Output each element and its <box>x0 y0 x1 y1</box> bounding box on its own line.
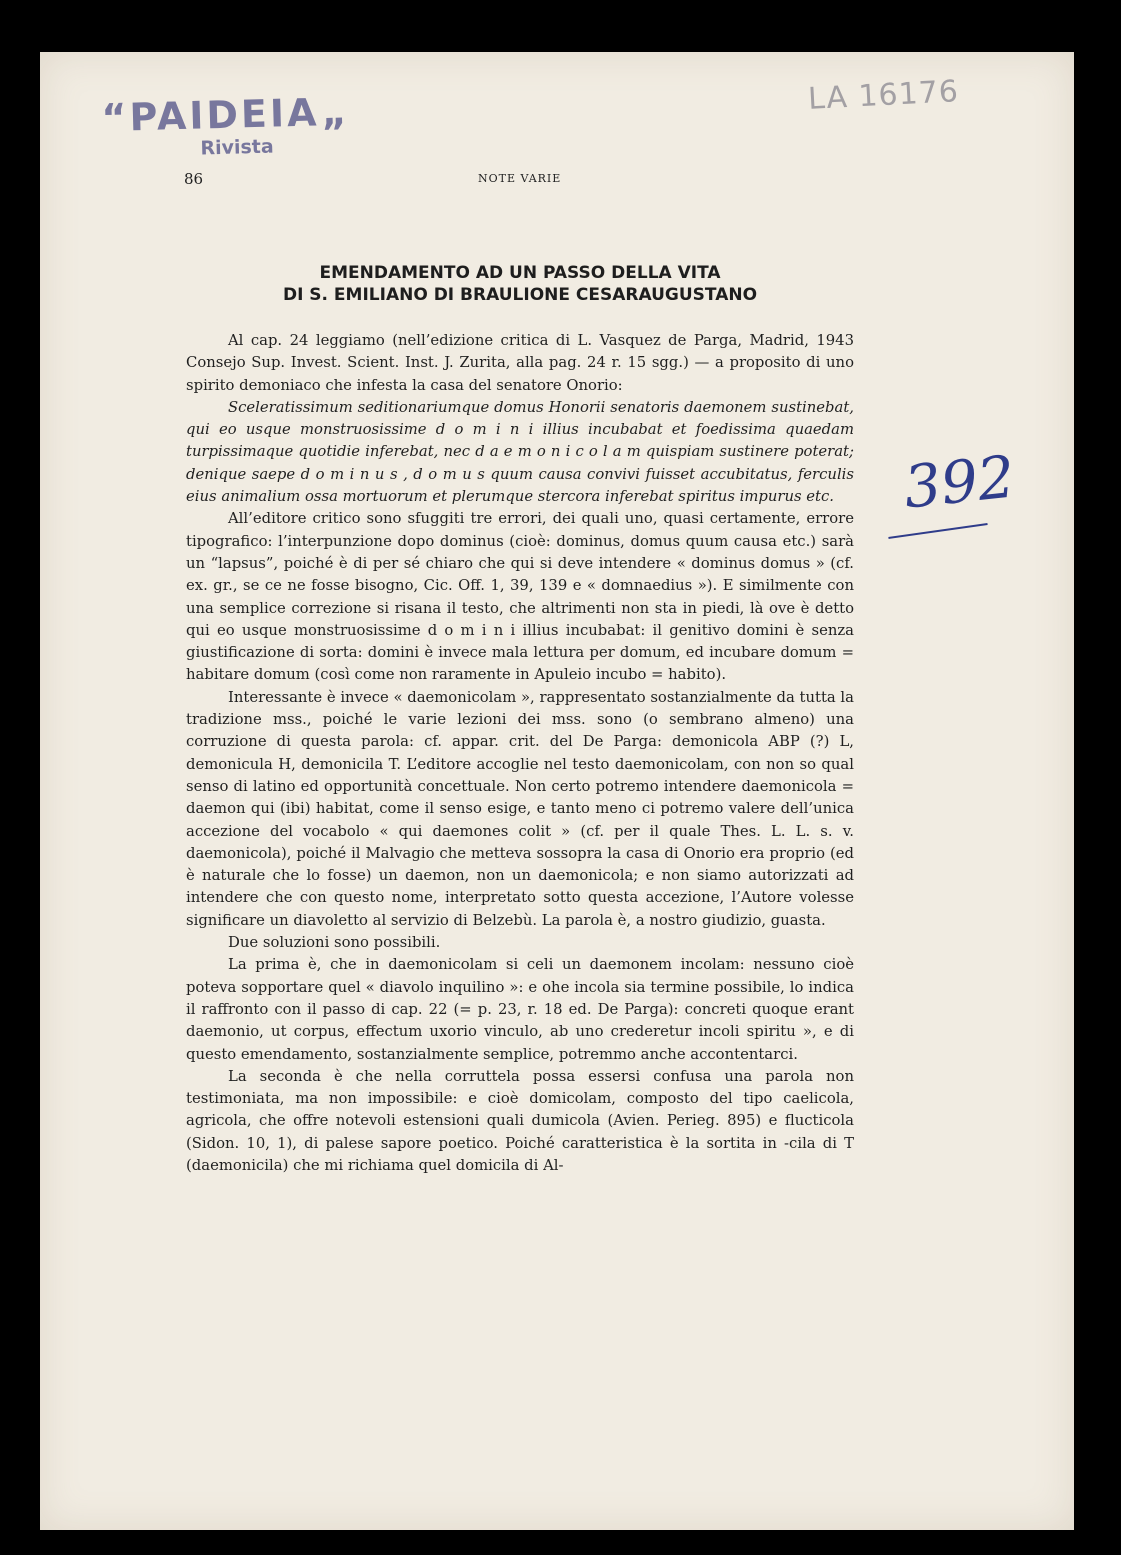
article-title <box>186 262 854 306</box>
page-number: 86 <box>184 170 204 188</box>
paragraph-2: All’editore critico sono sfuggiti tre errori, dei quali uno, quasi certamente, errore tipografico: l’interpunzione dopo dominus (cioè: dominus, domus quum causa etc.) sarà un “lapsus”, poiché è di per sé chiaro che qui si deve intendere « dominus domus » (cf. ex. gr., se ce ne fosse bisogno, Cic. Off. 1, 39, 139 e « domnaedius »). E similmente con una semplice correzione si risana il testo, che altrimenti non sta in piedi, là ove è detto qui eo usque monstruosissime d o m i n i illius incubabat: il genitivo domini è senza giustificazione di sorta: domini è invece mala lettura per domum, ed incubare domum = habitare domum (così come non raramente in Apuleio incubo = habito). <box>186 510 854 684</box>
paragraph-5: La prima è, che in daemonicolam si celi un daemonem incolam: nessuno cioè poteva sopportare quel « diavolo inquilino »: e ohe incola sia termine possibile, lo indica il raffronto con il passo di cap. 22 (= p. 23, r. 18 ed. De Parga): concreti quoque erant daemonio, ut corpus, effectum uxorio vinculo, ab uno crederetur incoli spiritu », e di questo emendamento, sostanzialmente semplice, potremmo anche accontentarci. <box>186 956 854 1063</box>
latin-quotation: Sceleratissimum seditionariumque domus Honorii senatoris daemonem sustinebat, qui eo usque monstruosissime d o m i n i illius incubabat et foedissima quaedam turpissimaque quotidie inferebat, nec d a e m o n i c o l a m quispiam sustinere poterat; denique saepe d o m i n u s , d o m u s quum causa convivi fuisset accubitatus, ferculis eius animalium ossa mortuorum et plerumque stercora inferebat spiritus impurus etc. <box>186 398 854 506</box>
title-line-2: DI S. EMILIANO DI BRAULIONE CESARAUGUSTANO <box>282 285 758 305</box>
article-body <box>186 330 854 1177</box>
catalog-mark: LA 16176 <box>807 74 960 117</box>
stamp-name: “PAIDEIA„ <box>101 89 351 141</box>
running-head: NOTE VARIE <box>478 172 562 185</box>
stamp-subtitle: Rivista <box>200 135 274 160</box>
handwritten-number: 392 <box>900 442 1018 522</box>
library-stamp <box>101 88 413 176</box>
paragraph-1: Al cap. 24 leggiamo (nell’edizione critica di L. Vasquez de Parga, Madrid, 1943 Consejo Sup. Invest. Scient. Inst. J. Zurita, alla pag. 24 r. 15 sgg.) — a proposito di uno spirito demoniaco che infesta la casa del senatore Onorio: <box>186 332 854 394</box>
paragraph-4: Due soluzioni sono possibili. <box>228 934 441 952</box>
title-line-1: EMENDAMENTO AD UN PASSO DELLA VITA <box>319 263 721 283</box>
paragraph-3: Interessante è invece « daemonicolam », rappresentato sostanzialmente da tutta la tradizione mss., poiché le varie lezioni dei mss. sono (o sembrano almeno) una corruzione di questa parola: cf. appar. crit. del De Parga: demonicola ABP (?) L, demonicula H, demonicila T. L’editore accoglie nel testo daemonicolam, con non so qual senso di latino ed opportunità concettuale. Non certo potremo intendere daemonicola = daemon qui (ibi) habitat, come il senso esige, e tanto meno ci potremo valere dell’unica accezione del vocabolo « qui daemones colit » (cf. per il quale Thes. L. L. s. v. daemonicola), poiché il Malvagio che metteva sossopra la casa di Onorio era proprio (ed è naturale che lo fosse) un daemon, non un daemonicola; e non siamo autorizzati ad intendere che con questo nome, interpretato sotto questa accezione, l’Autore volesse significare un diavoletto al servizio di Belzebù. La parola è, a nostro giudizio, guasta. <box>186 688 854 929</box>
paragraph-6: La seconda è che nella corruttela possa essersi confusa una parola non testimoniata, ma non impossibile: e cioè domicolam, composto del tipo caelicola, agricola, che offre notevoli estensioni quali dumicola (Avien. Perieg. 895) e flucticola (Sidon. 10, 1), di palese sapore poetico. Poiché caratteristica è la sortita in -cila di T (daemonicila) che mi richiama quel domicila di Al- <box>186 1067 854 1174</box>
